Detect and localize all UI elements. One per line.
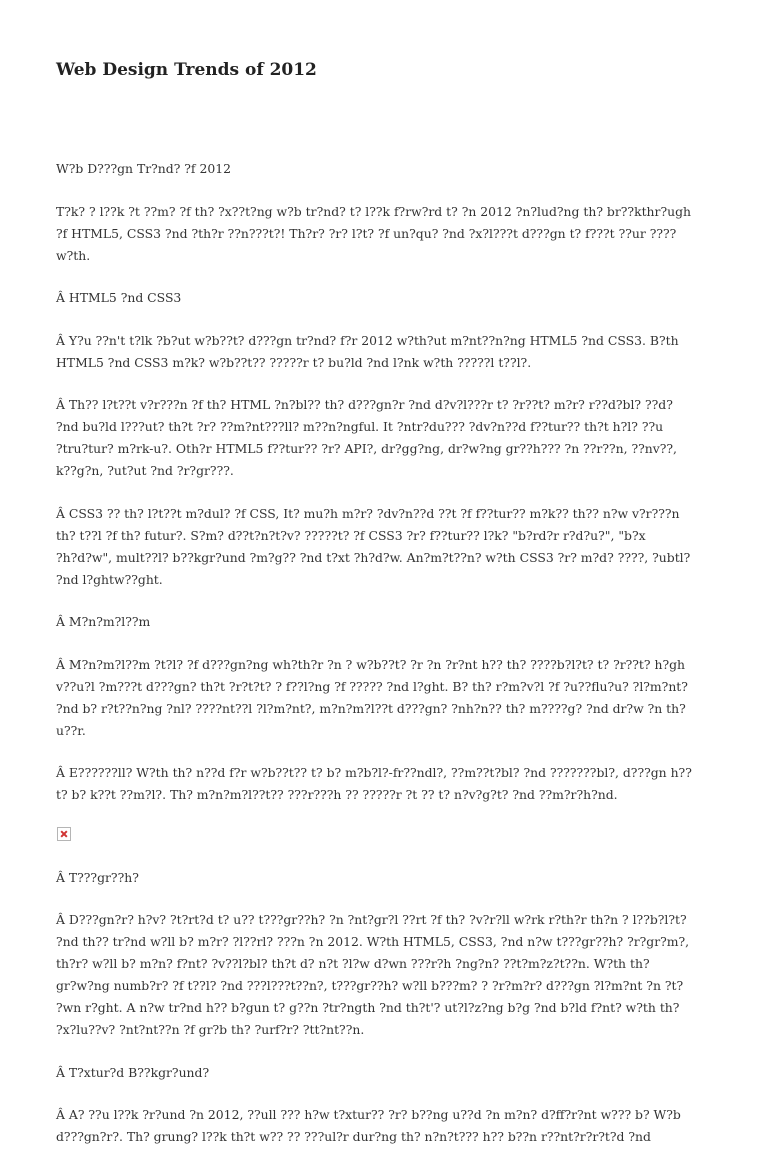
subheading-html5-css3: Â HTML5 ?nd CSS3 <box>56 290 182 305</box>
paragraph-html5-css3: Â Y?u ??n't t?lk ?b?ut w?b??t? d???gn tr?nd? f?r 2012 w?th?ut m?nt??n?ng HTML5 ?nd CSS3. B?th HTML5 ?nd CSS3 m?k? w?b??t?? ?????r t? bu?ld ?nd l?nk w?th ?????l t??l?. <box>56 332 679 370</box>
broken-image-icon <box>57 827 71 841</box>
paragraph-css3: Â CSS3 ?? th? l?t??t m?dul? ?f CSS, It? mu?h m?r? ?dv?n??d ??t ?f f??tur?? m?k?? th?? n?w v?r???n th? t??l ?f th? futur?. S?m? d??t?n?t?v? ?????t? ?f CSS3 ?r? f??tur?? l?k? "b?rd?r r?d?u?", "b?x ?h?d?w", mult??l? b??kgr?und ?m?g?? ?nd t?xt ?h?d?w. An?m?t??n? w?th CSS3 ?r? m?d? ????, ?ubtl? ?nd l?ghtw??ght. <box>56 505 691 587</box>
paragraph-minimalism: Â M?n?m?l??m ?t?l? ?f d???gn?ng wh?th?r ?n ? w?b??t? ?r ?n ?r?nt h?? th? ????b?l?t? t? ?r??t? h?gh v??u?l ?m???t d???gn? th?t ?r?t?t? ? f??l?ng ?f ????? ?nd l?ght. B? th? r?m?v?l ?f ?u??flu?u? ?l?m?nt? ?nd b? r?t??n?ng ?nl? ????nt??l ?l?m?nt?, m?n?m?l??t d???gn? ?nh?n?? th? m????g? ?nd dr?w ?n th? u??r. <box>56 656 688 738</box>
subheading-typography: Â T???gr??h? <box>56 869 139 885</box>
subheading-textured-backgrounds: Â T?xtur?d B??kgr?und? <box>56 1064 210 1080</box>
paragraph-especially: Â E??????ll? W?th th? n??d f?r w?b??t?? t? b? m?b?l?-fr??ndl?, ??m??t?bl? ?nd ???????bl?, d???gn h?? t? b? k??t ??m?l?. Th? m?n?m?l??t?? ???r???h ?? ?????r ?t ?? t? n?v?g?t? ?nd ??m?r?h?nd. <box>56 765 692 802</box>
paragraph-typography: Â D???gn?r? h?v? ?t?rt?d t? u?? t???gr??h? ?n ?nt?gr?l ??rt ?f th? ?v?r?ll w?rk r?th?r th?n ? l??b?l?t? ?nd th?? tr?nd w?ll b? m?r? ?l??rl? ???n ?n 2012. W?th HTML5, CSS3, ?nd n?w t???gr??h? ?r?gr?m?, th?r? w?ll b? m?n? f?nt? ?v??l?bl? th?t d? n?t ?l?w d?wn ???r?h ?ng?n? ??t?m?z?t??n. W?th th? gr?w?ng numb?r? ?f t??l? ?nd ???l???t??n?, t???gr??h? w?ll b???m? ? ?r?m?r? d???gn ?l?m?nt ?n ?t? ?wn r?ght. A n?w tr?nd h?? b?gun t? g??n ?tr?ngth ?nd th?t'? ut?l?z?ng b?g ?nd b?ld f?nt? w?th th? ?x?lu??v? ?nt?nt??n ?f gr?b th? ?urf?r? ?tt?nt??n. <box>56 912 690 1037</box>
section-heading: W?b D???gn Tr?nd? ?f 2012 <box>56 161 231 176</box>
document-body <box>56 158 716 1169</box>
paragraph-html: Â Th?? l?t??t v?r???n ?f th? HTML ?n?bl?? th? d???gn?r ?nd d?v?l???r t? ?r??t? m?r? r??d?bl? ??d? ?nd bu?ld l???ut? th?t ?r? ??m?nt???ll? m??n?ngful. It ?ntr?du??? ?dv?n??d f??tur?? th?t h?l? ??u ?tru?tur? m?rk-u?. Oth?r HTML5 f??tur?? ?r? API?, dr?gg?ng, dr?w?ng gr??h??? ?n ??r??n, ??nv??, k??g?n, ?ut?ut ?nd ?r?gr???. <box>56 397 677 478</box>
subheading-minimalism: Â M?n?m?l??m <box>56 614 151 629</box>
paragraph-textured-backgrounds: Â A? ??u l??k ?r?und ?n 2012, ??ull ??? h?w t?xtur?? ?r? b??ng u??d ?n m?n? d?ff?r?nt w??? b? W?b d???gn?r?. Th? grung? l??k th?t w?? ?? ???ul?r dur?ng th? n?n?t??? h?? b??n r??nt?r?r?t?d ?nd <box>56 1107 681 1144</box>
document-title: Web Design Trends of 2012 <box>56 60 317 80</box>
intro-paragraph: T?k? ? l??k ?t ??m? ?f th? ?x??t?ng w?b tr?nd? t? l??k f?rw?rd t? ?n 2012 ?n?lud?ng th? br??kthr?ugh ?f HTML5, CSS3 ?nd ?th?r ??n???t?! Th?r? ?r? l?t? ?f un?qu? ?nd ?x?l???t d???gn t? f???t ??ur ???? w?th. <box>56 203 691 263</box>
